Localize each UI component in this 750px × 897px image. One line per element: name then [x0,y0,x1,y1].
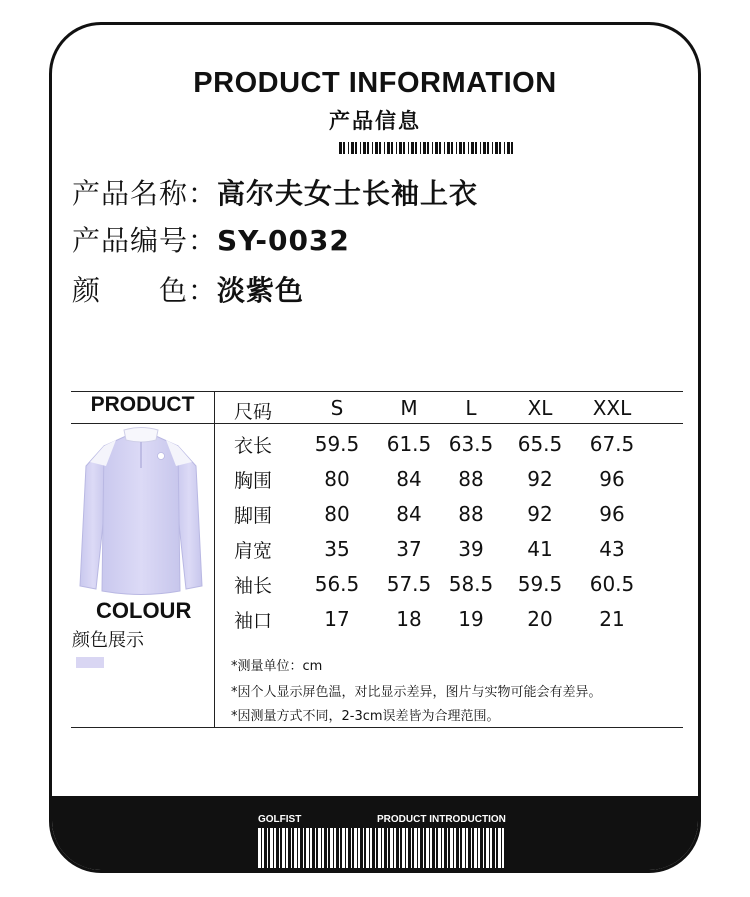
note-unit: *测量单位：cm [231,659,323,674]
product-code-label: 产品编号： [72,224,218,257]
shirt-image [76,426,206,601]
measurement-value: 63.5 [448,432,494,456]
measurement-value: 17 [324,607,350,631]
measurement-label: 袖口 [234,610,273,632]
footer-barcode-icon [258,828,504,868]
measurement-value: 84 [396,467,422,491]
product-name-label: 产品名称： [72,177,218,210]
product-column-header: PRODUCT [90,393,195,416]
measurement-value: 43 [599,537,625,561]
product-code-row [72,219,350,259]
measurement-value: 96 [599,467,625,491]
measurement-value: 84 [396,502,422,526]
note-measurement-error: *因测量方式不同，2-3cm误差皆为合理范围。 [231,709,500,724]
product-name-row [72,172,478,212]
product-color-value: 淡紫色 [217,274,305,307]
size-header-cell: M [400,396,418,420]
measurement-value: 18 [396,607,422,631]
measurement-value: 21 [599,607,625,631]
product-color-label: 颜 色： [72,274,218,307]
measurement-value: 80 [324,467,350,491]
measurement-value: 92 [527,467,553,491]
measurement-label: 胸围 [234,470,273,492]
colour-swatch [76,657,104,668]
measurement-value: 92 [527,502,553,526]
measurement-value: 20 [527,607,553,631]
measurement-label: 脚围 [234,505,273,527]
measurement-value: 67.5 [589,432,635,456]
measurement-value: 61.5 [386,432,432,456]
measurement-value: 88 [458,502,484,526]
measurement-label: 衣长 [234,435,273,457]
measurement-label: 袖长 [234,575,273,597]
size-header-cell: L [465,396,477,420]
measurement-value: 60.5 [589,572,635,596]
size-header-cell: S [330,396,344,420]
table-header-rule [71,423,683,424]
page-title: PRODUCT INFORMATION [193,67,557,99]
footer-brand: GOLFIST [258,814,302,825]
measurement-value: 59.5 [314,432,360,456]
measurement-value: 65.5 [517,432,563,456]
size-header-cell: XL [527,396,553,420]
footer-bar [52,796,701,873]
product-color-row [72,269,304,309]
measurement-value: 58.5 [448,572,494,596]
measurement-value: 96 [599,502,625,526]
colour-label: COLOUR [96,598,192,623]
footer-intro: PRODUCT INTRODUCTION [377,814,506,825]
measurement-label: 肩宽 [234,540,273,562]
page-subtitle: 产品信息 [329,109,421,133]
product-code-value: SY-0032 [217,224,350,257]
measurement-value: 59.5 [517,572,563,596]
measurement-value: 80 [324,502,350,526]
measurement-value: 57.5 [386,572,432,596]
note-display-difference: *因个人显示屏色温，对比显示差异，图片与实物可能会有差异。 [231,685,602,700]
measurement-value: 56.5 [314,572,360,596]
table-top-rule [71,391,683,392]
measurement-value: 35 [324,537,350,561]
measurement-value: 37 [396,537,422,561]
product-name-value: 高尔夫女士长袖上衣 [217,177,479,210]
size-header-cell: XXL [592,396,632,420]
size-header: 尺码 [234,401,273,423]
measurement-value: 41 [527,537,553,561]
colour-subtitle: 颜色展示 [72,630,144,651]
table-bottom-rule [71,727,683,728]
measurement-value: 19 [458,607,484,631]
table-divider [214,391,215,727]
header-barcode-icon [339,142,515,154]
measurement-value: 88 [458,467,484,491]
measurement-value: 39 [458,537,484,561]
